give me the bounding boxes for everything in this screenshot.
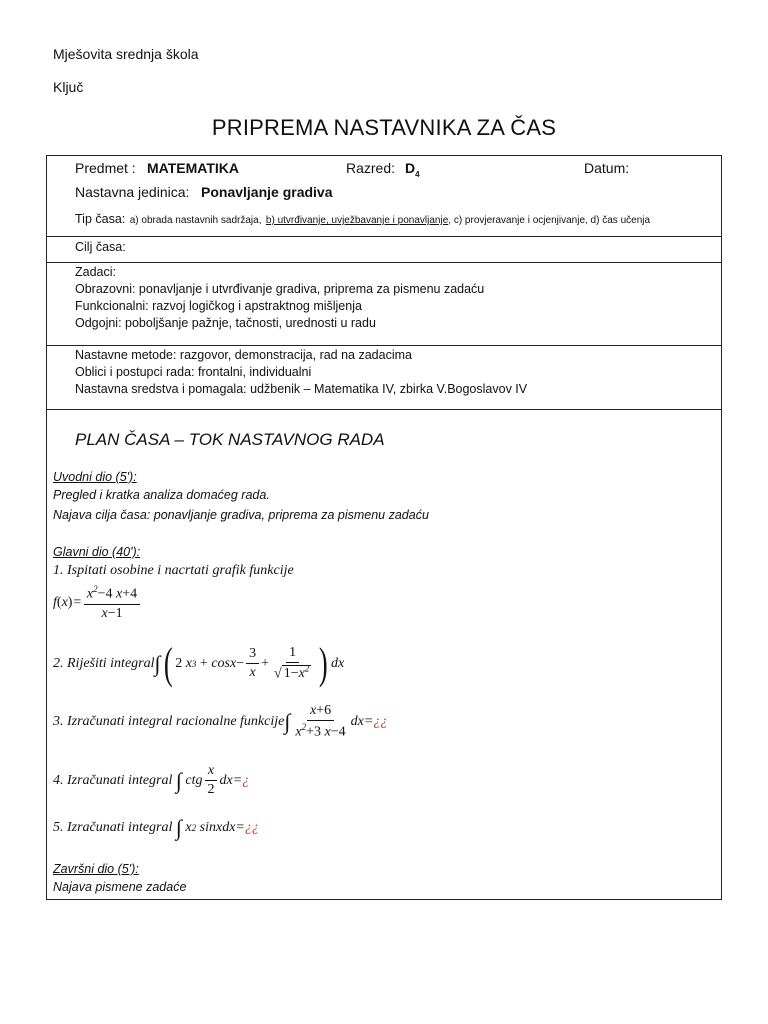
upbringing-task: Odgojni: poboljšanje pažnje, tačnosti, urednosti u radu [75, 316, 376, 330]
final-heading: Završni dio (5'): [53, 862, 139, 876]
date-label: Datum: [584, 160, 630, 176]
tasks-heading: Zadaci: [75, 265, 116, 279]
educational-task: Obrazovni: ponavljanje i utvrđivanje gradiva, priprema za pismenu zadaću [75, 282, 485, 296]
formula-1: f(x)= $\frac{x^2-4 x+4}{x-1}$ [53, 584, 142, 622]
info-section [46, 155, 722, 236]
intro-heading: Uvodni dio (5'): [53, 470, 137, 484]
lesson-type-line [75, 210, 650, 228]
class-label: Razred: [346, 160, 396, 176]
functional-task: Funkcionalni: razvoj logičkog i apstraktnog mišljenja [75, 299, 362, 313]
lesson-plan-section [46, 409, 722, 900]
formula-2: 2. Riješiti integral ∫ ( 2 x 3 + cosx − $\frac{3}{x}$ + $\frac{1}{√ 1-x^2}$ ) dx [53, 639, 345, 688]
formula-3: 3. Izračunati integral racionalne funkcije ∫ $\frac{x+6}{x^2+3 x-4}$ dx= ¿¿ [53, 703, 388, 740]
type-label: Tip časa: [75, 212, 126, 226]
key-label: Ključ [53, 79, 84, 95]
intro-line-1: Pregled i kratka analiza domaćeg rada. [53, 488, 270, 502]
plan-title: PLAN ČASA – TOK NASTAVNOG RADA [75, 430, 385, 449]
document-title: PRIPREMA NASTAVNIKA ZA ČAS [211, 115, 557, 140]
class-value: $D_4$ [405, 160, 420, 179]
subject-value: MATEMATIKA [147, 160, 240, 176]
work-forms: Oblici i postupci rada: frontalni, individualni [75, 365, 312, 379]
main-heading: Glavni dio (40'): [53, 545, 141, 559]
teaching-resources: Nastavna sredstva i pomagala: udžbenik – Matematika IV, zbirka V.Bogoslavov IV [75, 382, 528, 396]
unit-value: Ponavljanje gradiva [201, 184, 333, 200]
school-name: Mješovita srednja škola [53, 46, 199, 62]
type-rest: , c) provjeravanje i ocjenjivanje, d) čas učenja [448, 215, 651, 226]
type-b: b) utvrđivanje, uvježbavanje i ponavljanje [265, 215, 449, 226]
task-1: 1. Ispitati osobine i nacrtati grafik funkcije [53, 563, 294, 578]
formula-4: 4. Izračunati integral ∫ ctg $\frac{x}{2}$ dx= ¿ [53, 763, 250, 798]
final-line: Najava pismene zadaće [53, 880, 187, 894]
subject-label: Predmet : [75, 160, 136, 176]
methods-section [46, 345, 722, 409]
formula-5: 5. Izračunati integral ∫ x 2 sinxdx= ¿¿ [53, 815, 259, 840]
unit-label: Nastavna jedinica: [75, 184, 190, 200]
intro-line-2: Najava cilja časa: ponavljanje gradiva, priprema za pismenu zadaću [53, 508, 429, 522]
tasks-section [46, 262, 722, 345]
type-a: a) obrada nastavnih sadržaja, [129, 215, 262, 226]
teaching-methods: Nastavne metode: razgovor, demonstracija, rad na zadacima [75, 348, 412, 362]
goal-section [46, 236, 722, 262]
goal-label: Cilj časa: [75, 240, 126, 254]
